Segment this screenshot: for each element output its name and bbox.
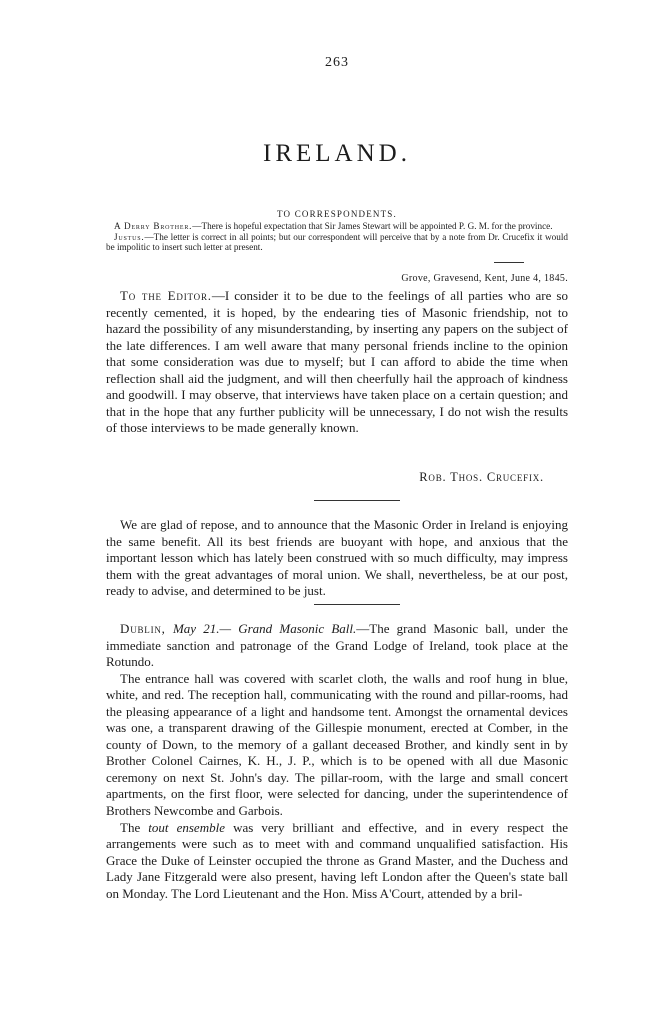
letter-body: —I consider it to be due to the feelings of all parties who are so recently cemented, it is hoped, by the endearing ties of Masonic friendship, not to hazard the possibility of any misunderstanding, by inserting any papers on the subject of the late differences. I am well aware that many personal friends incline to the opinion that some consideration was due to myself; but I can afford to abide the time when reflection shall aid the judgment, and will then cheerfully hail the approach of kindness and goodwill. I may observe, that interviews have taken place on a certain question; and that in the hope that any further publicity will be unnecessary, I do not wish the results of those interviews to be made generally known.	[106, 288, 568, 436]
repose-text: We are glad of repose, and to announce that the Masonic Order in Ireland is enjoying the same benefit. All its best friends are buoyant with hope, and anxious that the important lesson which has lately been construed with so much difficulty, may impress them with the great advantages of moral union. We shall, nevertheless, be at our post, ready to advise, and determined to be just.	[106, 517, 568, 599]
letter-signature: Rob. Thos. Crucefix.	[419, 470, 544, 484]
note-text: —There is hopeful expectation that Sir James Stewart will be appointed P. G. M. for the province.	[192, 221, 553, 231]
section-title: IRELAND.	[263, 140, 411, 167]
dublin-intro-paragraph	[106, 621, 568, 671]
para3-rest: was very brilliant and effective, and in every respect the arrangements were such as to meet with and command unqualified satisfaction. His Grace the Duke of Leinster occupied the throne as Grand Master, and the Duchess and Lady Jane Fitzgerald were also present, having left London after the Queen's state ball on Monday. The Lord Lieutenant and the Hon. Miss A'Court, attended by a bril-	[106, 819, 568, 901]
dublin-place: Dublin,	[120, 621, 166, 636]
dublin-report	[106, 621, 568, 902]
page-number: 263	[325, 55, 349, 70]
para3-start: The	[120, 819, 149, 835]
dublin-date: May 21.	[172, 621, 220, 636]
note-text: —The letter is correct in all points; but our correspondent will perceive that by a note from Dr. Crucefix it would be impolitic to insert such letter at present.	[106, 231, 568, 253]
repose-paragraph	[106, 517, 568, 600]
correspondents-notes	[106, 221, 568, 253]
note-lead: A Derry Brother.	[114, 221, 193, 231]
correspondent-note	[106, 232, 568, 253]
editor-letter	[106, 288, 568, 437]
tout-ensemble: tout ensemble	[148, 819, 225, 835]
correspondents-heading: TO CORRESPONDENTS.	[277, 209, 397, 219]
section-divider	[314, 604, 400, 605]
section-divider	[314, 500, 400, 501]
letter-paragraph	[106, 288, 568, 437]
dublin-heading: — Grand Masonic Ball.	[219, 621, 357, 636]
correspondent-note	[106, 221, 568, 232]
letter-salutation: To the Editor.	[120, 288, 212, 303]
dublin-intro: —The grand Masonic ball, under the immediate sanction and patronage of the Grand Lodge of Ireland, took place at the Rotundo.	[106, 621, 568, 670]
section-divider	[494, 262, 524, 263]
dublin-paragraph: The entrance hall was covered with scarlet cloth, the walls and roof hung in blue, white, and red. The reception hall, communicating with the round and pillar-rooms, had the pleasing appearance of a light and handsome tent. Amongst the ornamental devices was one, a transparent drawing of the Gillespie monument, erected at Comber, in the county of Down, to the memory of a gallant deceased Brother, and kindly sent in by Brother Colonel Cairnes, K. H., J. P., which is to be opened with all due Masonic ceremony on next St. John's day. The pillar-room, with the large and small concert apartments, on the first floor, were selected for dancing, under the superintendence of Brothers Newcombe and Garbois.	[106, 670, 568, 819]
note-lead: Justus.	[114, 231, 145, 242]
dublin-paragraph	[106, 820, 568, 903]
letter-dateline: Grove, Gravesend, Kent, June 4, 1845.	[401, 273, 568, 284]
